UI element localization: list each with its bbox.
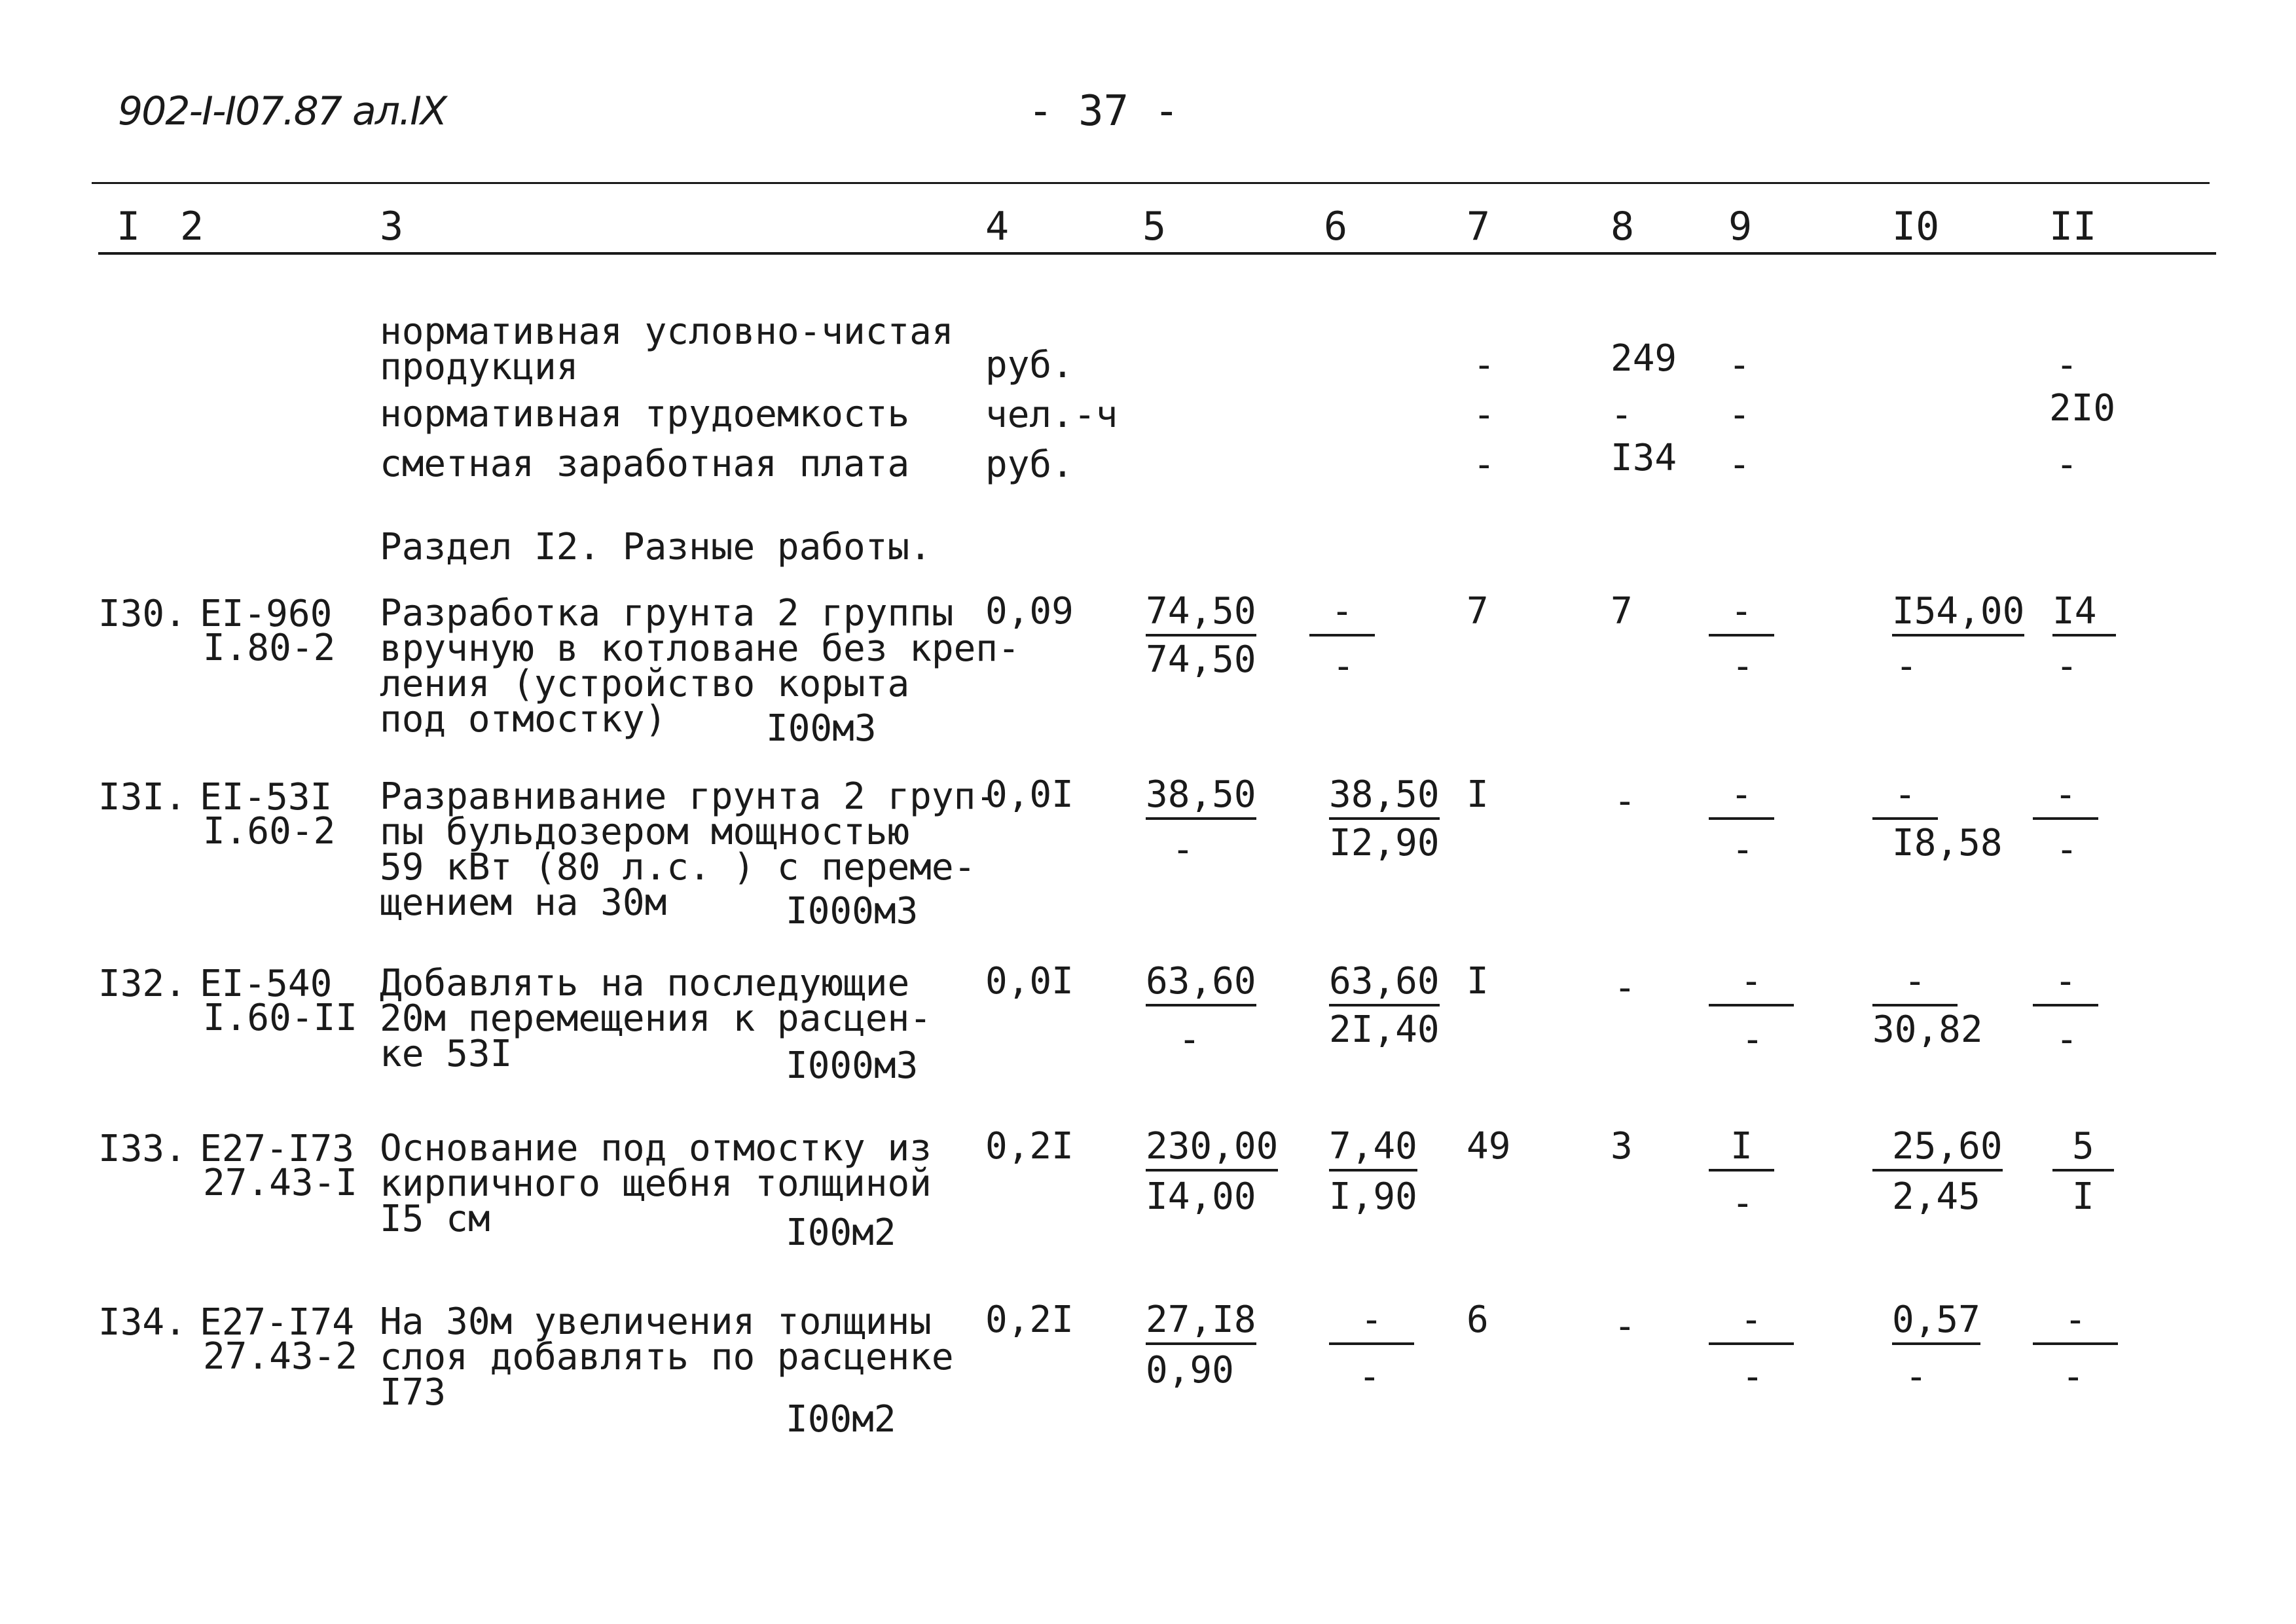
- col9-top: -: [1709, 1302, 1794, 1345]
- col11-top: -: [2033, 963, 2098, 1006]
- col11-bottom: -: [2056, 828, 2078, 871]
- col-header-7: 7: [1467, 204, 1491, 249]
- summary-col7: -: [1473, 394, 1495, 436]
- col5-top: 38,50: [1146, 777, 1256, 820]
- rate-code: E27-I73: [200, 1128, 355, 1170]
- col-header-10: I0: [1892, 204, 1940, 249]
- col7-value: 7: [1467, 590, 1489, 633]
- summary-col8: -: [1611, 394, 1633, 436]
- col9-bottom: -: [1732, 1182, 1754, 1225]
- col8-value: -: [1614, 967, 1636, 1009]
- col11-top: -: [2033, 777, 2098, 820]
- col8-value: -: [1614, 780, 1636, 822]
- unit-of-measure: I00м2: [786, 1398, 896, 1441]
- col10-top: 0,57: [1892, 1302, 1980, 1345]
- col9-bottom: -: [1741, 1356, 1764, 1398]
- col7-value: 49: [1467, 1125, 1511, 1168]
- work-description: Разравнивание грунта 2 груп- пы бульдозером мощностью 59 кВт (80 л.с. ) с переме- щением на 30м: [380, 775, 998, 924]
- summary-unit: руб.: [985, 344, 1074, 386]
- col10-bottom: -: [1895, 645, 1918, 688]
- col-header-2: 2: [180, 204, 204, 249]
- summary-col11: -: [2056, 344, 2078, 386]
- col6-bottom: I2,90: [1329, 822, 1440, 864]
- quantity: 0,2I: [985, 1125, 1074, 1168]
- summary-col8: 249: [1611, 337, 1677, 380]
- col9-top: -: [1709, 593, 1774, 637]
- col6-bottom: -: [1332, 645, 1355, 688]
- col-header-5: 5: [1142, 204, 1167, 249]
- col6-top: 38,50: [1329, 777, 1440, 820]
- unit-of-measure: I00м2: [786, 1211, 896, 1254]
- work-description: На 30м увеличения толщины слоя добавлять по расценке I73: [380, 1301, 954, 1414]
- col5-top: 74,50: [1146, 593, 1256, 637]
- col7-value: 6: [1467, 1299, 1489, 1341]
- rate-code-ref: 27.43-2: [203, 1335, 358, 1378]
- col5-top: 27,I8: [1146, 1302, 1256, 1345]
- col5-top: 63,60: [1146, 963, 1256, 1006]
- col5-bottom: -: [1172, 828, 1194, 871]
- row-number: I30.: [98, 593, 187, 635]
- rate-code: E27-I74: [200, 1301, 355, 1344]
- col9-top: -: [1709, 777, 1774, 820]
- col11-top: 5: [2052, 1128, 2114, 1172]
- col6-top: -: [1329, 1302, 1414, 1345]
- col-header-4: 4: [985, 204, 1010, 249]
- summary-col7: -: [1473, 443, 1495, 486]
- col9-bottom: -: [1732, 828, 1754, 871]
- col11-bottom: -: [2062, 1356, 2085, 1398]
- unit-of-measure: I000м3: [786, 890, 919, 932]
- col11-bottom: I: [2072, 1175, 2094, 1218]
- col5-bottom: 0,90: [1146, 1349, 1234, 1392]
- rate-code: EI-960: [200, 593, 333, 635]
- col6-bottom: -: [1358, 1356, 1381, 1398]
- col-header-8: 8: [1611, 204, 1635, 249]
- col8-value: -: [1614, 1305, 1636, 1348]
- work-description: Добавлять на последующие 20м перемещения к расцен- ке 53I: [380, 962, 932, 1075]
- rate-code: EI-53I: [200, 776, 333, 819]
- rate-code-ref: I.60-II: [203, 997, 358, 1039]
- col8-value: 7: [1611, 590, 1633, 633]
- col10-top: -: [1872, 777, 1938, 820]
- summary-col11: -: [2056, 443, 2078, 486]
- header-bottom-rule: [98, 252, 2216, 255]
- col10-bottom: I8,58: [1892, 822, 2003, 864]
- col7-value: I: [1467, 960, 1489, 1003]
- summary-col11: 2I0: [2049, 387, 2116, 430]
- col11-bottom: -: [2056, 1018, 2078, 1061]
- col6-top: 63,60: [1329, 963, 1440, 1006]
- unit-of-measure: I00м3: [766, 707, 877, 750]
- summary-desc: нормативная трудоемкость: [380, 393, 910, 435]
- col5-bottom: I4,00: [1146, 1175, 1256, 1218]
- col5-bottom: -: [1178, 1018, 1201, 1061]
- col11-top: I4: [2052, 593, 2116, 637]
- header-top-rule: [92, 182, 2210, 184]
- col5-bottom: 74,50: [1146, 638, 1256, 681]
- col9-top: -: [1709, 963, 1794, 1006]
- page-number: - 37 -: [1028, 87, 1180, 136]
- col-header-9: 9: [1728, 204, 1753, 249]
- row-number: I32.: [98, 963, 187, 1005]
- quantity: 0,09: [985, 590, 1074, 633]
- col11-bottom: -: [2056, 645, 2078, 688]
- work-description: Разработка грунта 2 группы вручную в котловане без креп- ления (устройство корыта под отмостку): [380, 592, 1020, 741]
- summary-col9: -: [1728, 443, 1751, 486]
- summary-col7: -: [1473, 344, 1495, 386]
- col-header-11: II: [2049, 204, 2097, 249]
- summary-desc: сметная заработная плата: [380, 443, 910, 485]
- rate-code-ref: 27.43-I: [203, 1162, 358, 1204]
- col6-bottom: I,90: [1329, 1175, 1417, 1218]
- summary-unit: чел.-ч: [985, 394, 1118, 436]
- rate-code-ref: I.60-2: [203, 810, 336, 853]
- quantity: 0,0I: [985, 960, 1074, 1003]
- col10-top: I54,00: [1892, 593, 2024, 637]
- document-code: 902-I-I07.87 ал.IX: [118, 88, 446, 134]
- col9-top: I: [1709, 1128, 1774, 1172]
- col9-bottom: -: [1741, 1018, 1764, 1061]
- summary-col9: -: [1728, 344, 1751, 386]
- quantity: 0,2I: [985, 1299, 1074, 1341]
- work-description: Основание под отмостку из кирпичного щебня толщиной I5 см: [380, 1127, 932, 1240]
- quantity: 0,0I: [985, 773, 1074, 816]
- row-number: I33.: [98, 1128, 187, 1170]
- rate-code-ref: I.80-2: [203, 627, 336, 669]
- col6-bottom: 2I,40: [1329, 1008, 1440, 1051]
- col11-top: -: [2033, 1302, 2118, 1345]
- row-number: I34.: [98, 1301, 187, 1344]
- col10-top: 25,60: [1872, 1128, 2003, 1172]
- summary-desc: нормативная условно-чистая продукция: [380, 310, 954, 388]
- col6-top: 7,40: [1329, 1128, 1417, 1172]
- col10-top: -: [1872, 963, 1958, 1006]
- col10-bottom: -: [1905, 1356, 1927, 1398]
- col7-value: I: [1467, 773, 1489, 816]
- unit-of-measure: I000м3: [786, 1044, 919, 1087]
- col-header-6: 6: [1324, 204, 1348, 249]
- summary-unit: руб.: [985, 443, 1074, 486]
- col10-bottom: 30,82: [1872, 1008, 1983, 1051]
- col10-bottom: 2,45: [1892, 1175, 1980, 1218]
- col6-top: -: [1309, 593, 1375, 637]
- col5-top: 230,00: [1146, 1128, 1278, 1172]
- row-number: I3I.: [98, 776, 187, 819]
- summary-col8: I34: [1611, 437, 1677, 479]
- summary-col9: -: [1728, 394, 1751, 436]
- section-title: Раздел I2. Разные работы.: [380, 526, 932, 568]
- col-header-1: I: [117, 204, 141, 249]
- col8-value: 3: [1611, 1125, 1633, 1168]
- col-header-3: 3: [380, 204, 404, 249]
- rate-code: EI-540: [200, 963, 333, 1005]
- col9-bottom: -: [1732, 645, 1754, 688]
